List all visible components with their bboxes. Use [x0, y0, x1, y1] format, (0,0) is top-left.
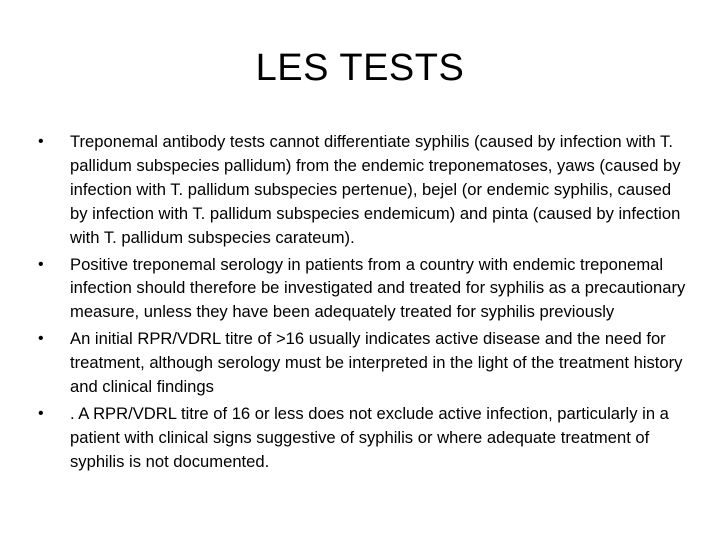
bullet-dot-icon: •: [38, 255, 44, 273]
bullet-list: [36, 130, 686, 477]
slide-title: LES TESTS: [255, 47, 465, 89]
bullet-dot-icon: •: [38, 404, 44, 422]
bullet-dot-icon: •: [38, 133, 44, 150]
bullet-text: Positive treponemal serology in patients from a country with endemic treponemal infection should therefore be investigated and treated for syphilis as a precautionary measure, unless they have been adequately treated for syphilis previously: [70, 254, 686, 322]
bullet-item: [36, 402, 686, 474]
bullet-text: Treponemal antibody tests cannot differentiate syphilis (caused by infection with T. pallidum subspecies pallidum) from the endemic treponematoses, yaws (caused by infection with T. pallidum subspecies pertenue), bejel (or endemic syphilis, caused by infection with T. pallidum subspecies endemicum) and pinta (caused by infection with T. pallidum subspecies carateum).: [70, 132, 681, 247]
bullet-text: An initial RPR/VDRL titre of >16 usually indicates active disease and the need for treatment, although serology must be interpreted in the light of the treatment history and clinical findings: [70, 329, 683, 397]
bullet-item: [36, 327, 686, 399]
bullet-item: [36, 130, 686, 250]
bullet-item: [36, 253, 686, 325]
bullet-dot-icon: •: [38, 330, 44, 348]
bullet-text: . A RPR/VDRL titre of 16 or less does not exclude active infection, particularly in a patient with clinical signs suggestive of syphilis or where adequate treatment of syphilis is not documented.: [70, 403, 669, 471]
